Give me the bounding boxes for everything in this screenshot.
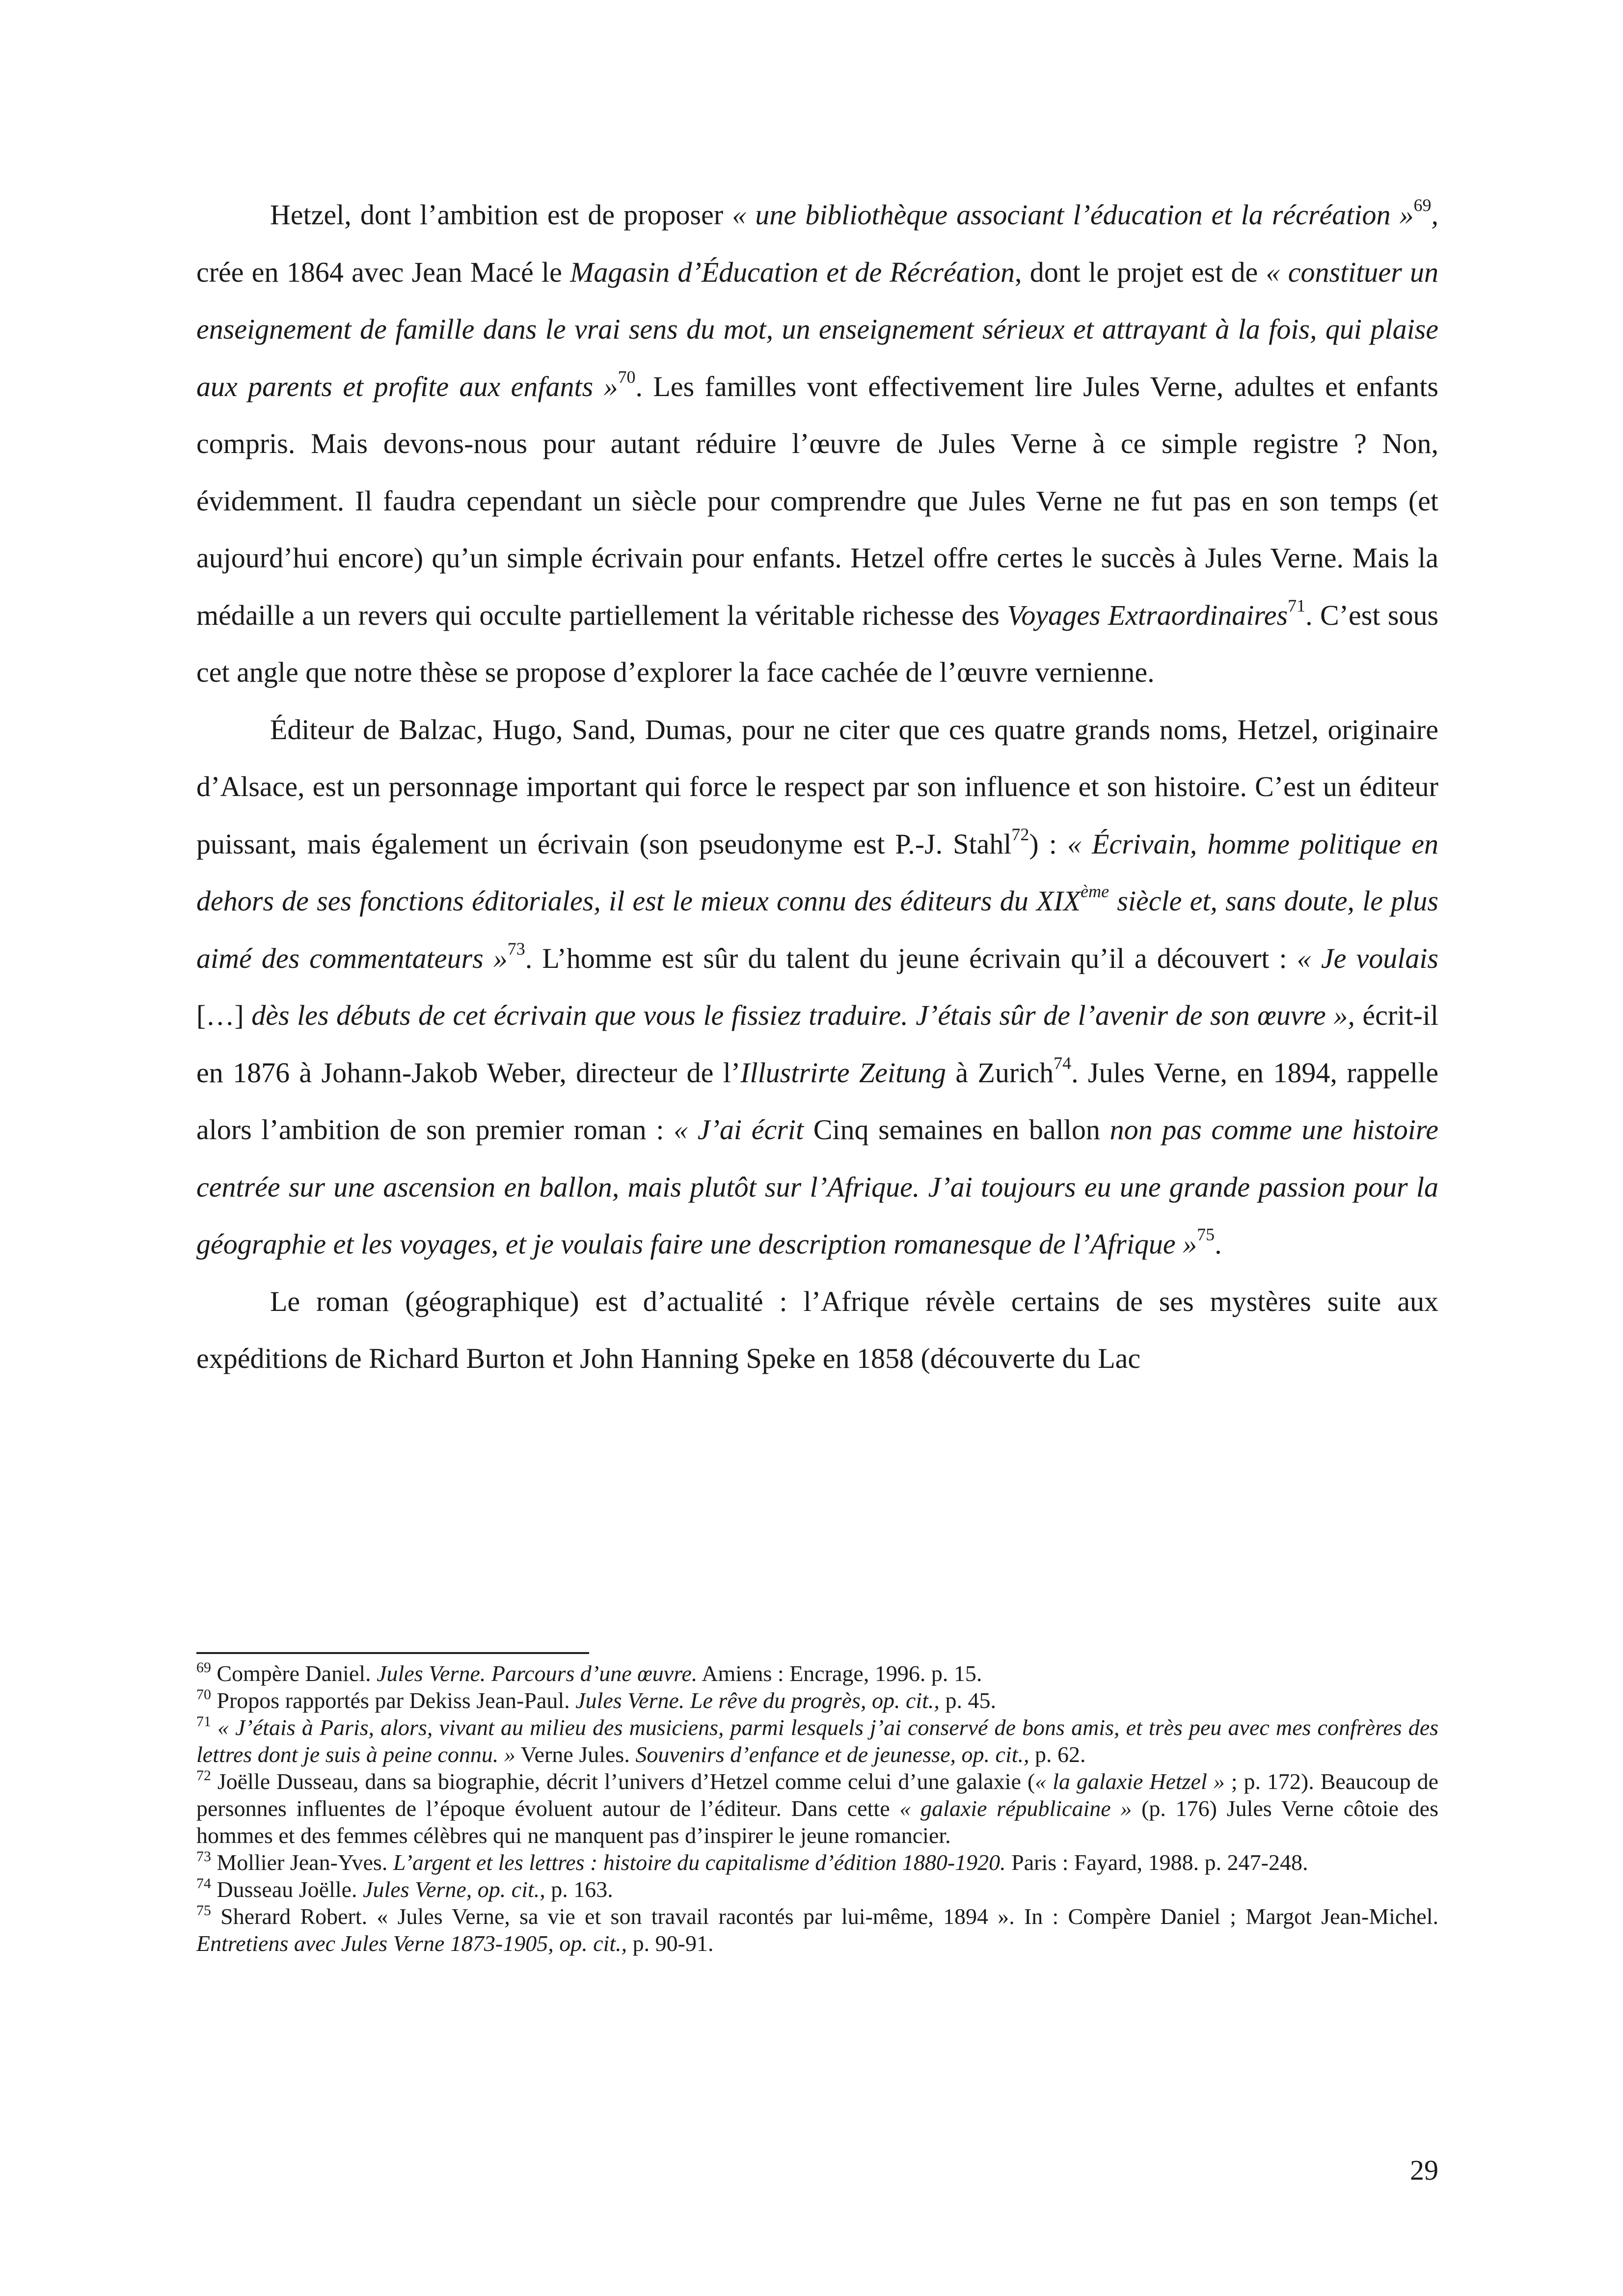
text-run: p. 62. — [1029, 1742, 1086, 1767]
text-run: (p. 176) Jules Verne côtoie des hommes et des femmes célèbres qui ne manquent pas d’inspirer le jeune romancier. — [196, 1796, 1438, 1848]
text-run: . L’homme est sûr du talent du jeune écrivain qu’il a découvert : — [525, 942, 1297, 974]
text-run: Éditeur de Balzac, Hugo, Sand, Dumas, pour ne citer que ces quatre grands noms, Hetzel, originaire d’Alsace, est un personnage important qui force le respect par son influence et son histoire. C’est un éditeur puissant, mais également un écrivain (son pseudonyme est P.-J. Stahl — [196, 713, 1438, 860]
text-run: Sherard Robert. « Jules Verne, sa vie et son travail racontés par lui-même, 1894 ». In : Compère Daniel ; Margot Jean-Michel. — [211, 1904, 1438, 1929]
note-ref: 72 — [1011, 824, 1029, 844]
text-run: Cinq semaines en ballon — [813, 1114, 1110, 1146]
text-run: ; p. 172). Beaucoup de personnes influentes de l’époque évoluent autour de l’éditeur. Dans cette — [196, 1769, 1439, 1821]
note-ref: ème — [1081, 881, 1109, 902]
text-run: Compère Daniel. — [211, 1661, 377, 1686]
italic-run: Jules Verne. Le rêve du progrès, op. cit., — [575, 1688, 940, 1713]
note-ref: 71 — [1288, 595, 1306, 615]
text-run: . Jules Verne, en 1894, rappelle alors l’ambition de son premier roman : — [196, 1056, 1439, 1146]
text-run: ) : — [1029, 828, 1067, 860]
text-run: . Les familles vont effectivement lire Jules Verne, adultes et enfants compris. Mais devons-nous pour autant réduire l’œuvre de Jules Verne à ce simple registre ? Non, évidemment. Il faudra cependant un siècle pour comprendre que Jules Verne ne fut pas en son temps (et aujourd’hui encore) qu’un simple écrivain pour enfants. Hetzel offre certes le succès à Jules Verne. Mais la médaille a un revers qui occulte partiellement la véritable richesse des — [196, 370, 1438, 631]
text-run: Mollier Jean-Yves. — [211, 1850, 393, 1875]
italic-run: « J’étais à Paris, alors, vivant au milieu des musiciens, parmi lesquels j’ai conservé de bons amis, et très peu avec mes confrères des lettres dont je suis à peine connu. » — [196, 1715, 1439, 1767]
italic-run: non pas comme une histoire centrée sur une ascension en ballon, mais plutôt sur l’Afrique. J’ai toujours eu une grande passion pour la géographie et les voyages, et je voulais faire une description romanesque de l’Afrique » — [196, 1114, 1438, 1260]
italic-run: « Écrivain, homme politique en dehors de ses fonctions éditoriales, il est le mieux connu des éditeurs du XIX — [196, 828, 1438, 917]
italic-run: Illustrirte Zeitung — [740, 1056, 947, 1089]
note-ref: 73 — [507, 938, 525, 959]
text-run: p. 45. — [939, 1688, 996, 1713]
note-ref: 69 — [196, 1659, 211, 1676]
text-run: crée en 1864 avec Jean Macé le — [196, 256, 570, 288]
italic-run: « une bibliothèque associant l’éducation et la récréation » — [732, 199, 1414, 231]
text-run: à Zurich — [946, 1056, 1054, 1089]
text-run: . — [1215, 1228, 1222, 1260]
text-run: Propos rapportés par Dekiss Jean-Paul. — [211, 1688, 576, 1713]
note-ref: 72 — [196, 1767, 211, 1784]
paragraph — [196, 701, 1438, 1273]
text-run: p. 90-91. — [627, 1931, 714, 1956]
note-ref: 75 — [1197, 1225, 1215, 1245]
note-ref: 75 — [196, 1902, 211, 1919]
text-run: Amiens : Encrage, 1996. p. 15. — [697, 1661, 982, 1686]
italic-run: , — [1431, 199, 1438, 231]
footnote-separator — [196, 1652, 589, 1654]
text-run: […] — [196, 999, 252, 1031]
note-ref: 74 — [196, 1875, 211, 1892]
footnote — [196, 1876, 1438, 1903]
note-ref: 73 — [196, 1848, 211, 1865]
text-run — [211, 1715, 217, 1740]
italic-run: « la galaxie Hetzel » — [1035, 1769, 1225, 1794]
italic-run: Jules Verne, op. cit., — [363, 1877, 545, 1902]
text-run: p. 163. — [545, 1877, 613, 1902]
paragraph — [196, 187, 1438, 701]
footnote — [196, 1660, 1438, 1687]
text-run: Paris : Fayard, 1988. p. 247-248. — [1005, 1850, 1308, 1875]
text-run: , dont le projet est de — [1014, 256, 1266, 288]
footnote — [196, 1714, 1438, 1768]
text-run: Verne Jules. — [515, 1742, 636, 1767]
italic-run: Entretiens avec Jules Verne 1873-1905, op. cit., — [196, 1931, 627, 1956]
footnote — [196, 1768, 1438, 1849]
text-run: Joëlle Dusseau, dans sa biographie, décrit l’univers d’Hetzel comme celui d’une galaxie ( — [211, 1769, 1035, 1794]
page-number: 29 — [1410, 2154, 1438, 2186]
italic-run: « galaxie républicaine » — [899, 1796, 1132, 1821]
italic-run: Souvenirs d’enfance et de jeunesse, op. cit., — [635, 1742, 1029, 1767]
italic-run: dès les débuts de cet écrivain que vous le fissiez traduire. J’étais sûr de l’avenir de son œuvre », — [251, 999, 1355, 1031]
text-run: Hetzel, dont l’ambition est de proposer — [270, 199, 732, 231]
italic-run: « Je voulais — [1297, 942, 1438, 974]
italic-run: « constituer un enseignement de famille dans le vrai sens du mot, un enseignement sérieux et attrayant à la fois, qui plaise aux parents et profite aux enfants » — [196, 256, 1438, 402]
text-run: Le roman (géographique) est d’actualité : l’Afrique révèle certains de ses mystères suite aux expéditions de Richard Burton et John Hanning Speke en 1858 (découverte du Lac — [196, 1285, 1438, 1374]
text-run: Dusseau Joëlle. — [211, 1877, 363, 1902]
italic-run: Jules Verne. Parcours d’une œuvre. — [377, 1661, 698, 1686]
italic-run: Voyages Extraordinaires — [1007, 599, 1288, 631]
text-run: écrit-il en 1876 à Johann-Jakob Weber, directeur de l’ — [196, 999, 1438, 1089]
text-run: . C’est sous cet angle que notre thèse se propose d’explorer la face cachée de l’œuvre vernienne. — [196, 599, 1439, 688]
italic-run: Magasin d’Éducation et de Récréation — [570, 256, 1015, 288]
note-ref: 71 — [196, 1713, 211, 1730]
body-text — [196, 187, 1438, 1388]
note-ref: 69 — [1413, 195, 1432, 215]
footnote — [196, 1849, 1438, 1876]
footnote — [196, 1903, 1438, 1957]
footnote — [196, 1687, 1438, 1714]
footnotes — [196, 1660, 1438, 1957]
note-ref: 70 — [618, 367, 636, 387]
italic-run: L’argent et les lettres : histoire du capitalisme d’édition 1880-1920. — [393, 1850, 1006, 1875]
italic-run: « J’ai écrit — [674, 1114, 813, 1146]
note-ref: 74 — [1054, 1053, 1072, 1073]
paragraph — [196, 1273, 1438, 1388]
italic-run: siècle et, sans doute, le plus aimé des commentateurs » — [196, 885, 1438, 974]
note-ref: 70 — [196, 1686, 211, 1703]
